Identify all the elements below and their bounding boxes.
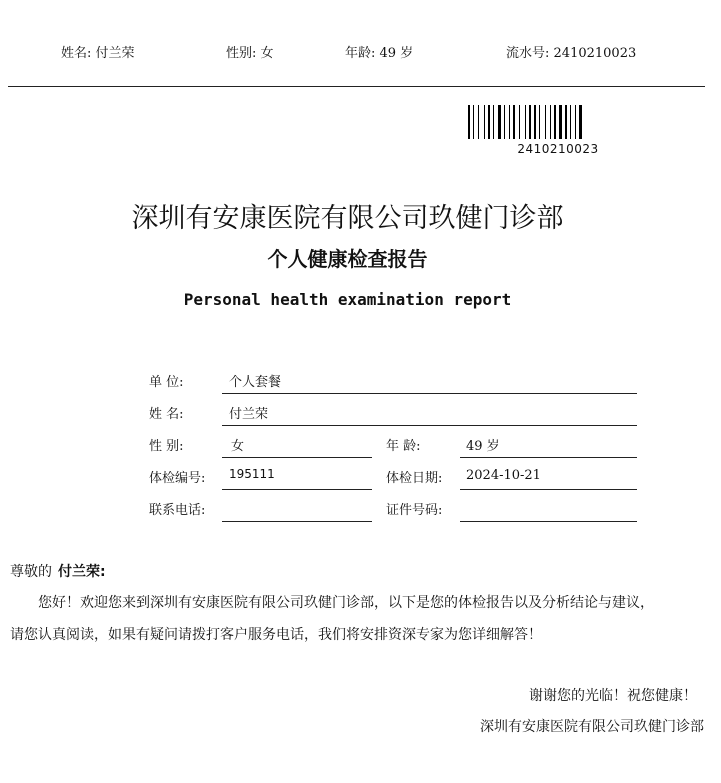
barcode-bar bbox=[529, 105, 531, 139]
header-serial-value: 2410210023 bbox=[553, 46, 637, 61]
barcode-bar bbox=[509, 105, 510, 139]
barcode-bar bbox=[570, 105, 571, 139]
header-gender-value: 女 bbox=[260, 46, 274, 61]
header-age-label: 年龄: bbox=[345, 46, 376, 61]
report-title-cn: 个人健康检查报告 bbox=[267, 247, 428, 271]
exam-date-value: 2024-10-21 bbox=[466, 468, 541, 483]
barcode-number: 2410210023 bbox=[517, 142, 599, 156]
header-serial bbox=[506, 42, 636, 61]
barcode-bar bbox=[550, 105, 551, 139]
thanks-text: 谢谢您的光临！祝您健康！ bbox=[529, 688, 697, 704]
id-number-label: 证件号码: bbox=[386, 503, 443, 518]
letter-paragraph-line-1: 您好！欢迎您来到深圳有安康医院有限公司玖健门诊部，以下是您的体检报告以及分析结论与建议， bbox=[38, 595, 654, 611]
age-value: 49 岁 bbox=[466, 439, 500, 454]
exam-date-underline bbox=[460, 489, 637, 490]
age-underline bbox=[460, 457, 637, 458]
unit-label: 单 位: bbox=[149, 375, 184, 390]
phone-underline bbox=[222, 521, 372, 522]
header-name bbox=[61, 42, 135, 61]
gender-label: 性 别: bbox=[149, 439, 184, 454]
barcode-bar bbox=[478, 105, 479, 139]
salutation-name: 付兰荣: bbox=[58, 564, 106, 580]
report-title-en: Personal health examination report bbox=[183, 290, 512, 309]
age-label: 年 龄: bbox=[386, 439, 421, 454]
phone-label: 联系电话: bbox=[149, 503, 206, 518]
id-number-underline bbox=[460, 521, 637, 522]
exam-number-underline bbox=[222, 489, 372, 490]
exam-number-label: 体检编号: bbox=[149, 471, 206, 486]
header-age-value: 49 岁 bbox=[379, 46, 414, 61]
barcode-bar bbox=[504, 105, 505, 139]
header-divider bbox=[8, 86, 705, 87]
salutation bbox=[10, 561, 106, 581]
barcode-bar bbox=[484, 105, 485, 139]
header-age bbox=[345, 42, 413, 61]
barcode-bar bbox=[565, 105, 567, 139]
barcode-bar bbox=[554, 105, 556, 139]
barcode-bar bbox=[575, 105, 576, 139]
barcode-graphic bbox=[466, 105, 650, 139]
barcode-bar bbox=[513, 105, 515, 139]
barcode-bar bbox=[488, 105, 490, 139]
signature-text: 深圳有安康医院有限公司玖健门诊部 bbox=[480, 719, 704, 735]
barcode-bar bbox=[539, 105, 540, 139]
unit-underline bbox=[222, 393, 637, 394]
barcode-bar bbox=[534, 105, 536, 139]
hospital-name: 深圳有安康医院有限公司玖健门诊部 bbox=[131, 203, 564, 234]
letter-paragraph-line-2: 请您认真阅读，如果有疑问请拨打客户服务电话，我们将安排资深专家为您详细解答！ bbox=[10, 627, 542, 643]
barcode-bar bbox=[545, 105, 546, 139]
header-name-label: 姓名: bbox=[61, 46, 92, 61]
salutation-text: 尊敬的 bbox=[10, 564, 52, 580]
name-label: 姓 名: bbox=[149, 407, 184, 422]
gender-underline bbox=[222, 457, 372, 458]
barcode-bar bbox=[559, 105, 562, 139]
exam-number-value: 195111 bbox=[229, 467, 275, 481]
header-gender bbox=[226, 42, 274, 61]
header-gender-label: 性别: bbox=[226, 46, 257, 61]
header-serial-label: 流水号: bbox=[506, 46, 550, 61]
barcode-bar bbox=[493, 105, 494, 139]
unit-value: 个人套餐 bbox=[229, 375, 282, 390]
name-underline bbox=[222, 425, 637, 426]
name-value: 付兰荣 bbox=[229, 407, 269, 422]
barcode-bar bbox=[498, 105, 501, 139]
exam-date-label: 体检日期: bbox=[386, 471, 443, 486]
barcode-bar bbox=[519, 105, 520, 139]
header-name-value: 付兰荣 bbox=[95, 46, 135, 61]
gender-value: 女 bbox=[231, 439, 245, 454]
barcode-bar bbox=[468, 105, 470, 139]
barcode-bar bbox=[525, 105, 526, 139]
report-header bbox=[0, 42, 721, 62]
barcode-bar bbox=[473, 105, 474, 139]
barcode-bar bbox=[579, 105, 582, 139]
